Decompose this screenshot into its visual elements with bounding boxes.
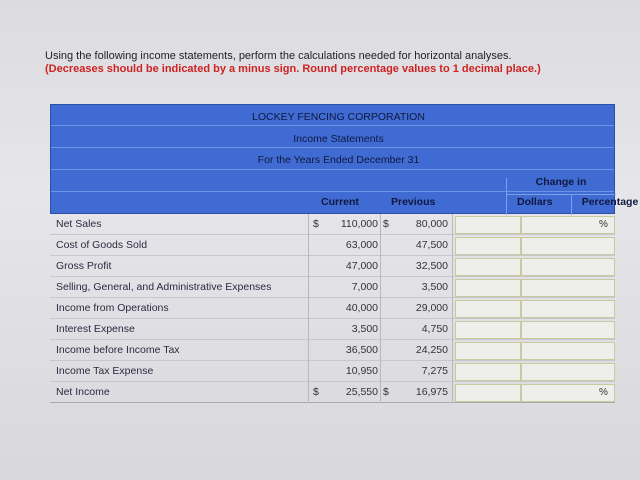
previous-value: 29,000 (415, 302, 448, 314)
current-value: 36,500 (345, 344, 378, 356)
statement-title: Income Statements (293, 133, 384, 145)
row-label: Net Income (56, 386, 110, 398)
dollars-change-input[interactable] (455, 279, 521, 297)
dollar-sign: $ (313, 386, 319, 398)
dollars-change-input[interactable] (455, 216, 521, 234)
row-label: Income Tax Expense (56, 365, 154, 377)
percentage-header: Percentage (581, 196, 639, 208)
percentage-change-input[interactable] (521, 300, 615, 318)
current-value: 10,950 (345, 365, 378, 377)
current-value: 47,000 (345, 260, 378, 272)
current-value: 3,500 (351, 323, 378, 335)
dollars-change-input[interactable] (455, 384, 521, 402)
instructions (45, 50, 615, 76)
current-value: 40,000 (345, 302, 378, 314)
previous-value: 24,250 (415, 344, 448, 356)
dollar-sign: $ (383, 218, 389, 230)
instructions-line-1: Using the following income statements, perform the calculations needed for horizontal analyses. (45, 50, 512, 62)
percentage-change-input[interactable] (521, 258, 615, 276)
instructions-line-2: (Decreases should be indicated by a minus sign. Round percentage values to 1 decimal place.) (45, 63, 541, 75)
percentage-change-input[interactable] (521, 342, 615, 360)
percentage-change-input[interactable] (521, 321, 615, 339)
current-value: 25,550 (345, 386, 378, 398)
percent-sign: % (599, 219, 608, 230)
previous-value: 7,275 (421, 365, 448, 377)
change-in-header: Change in (535, 176, 587, 188)
row-label: Net Sales (56, 218, 102, 230)
row-label: Selling, General, and Administrative Expenses (56, 281, 272, 293)
dollars-change-input[interactable] (455, 321, 521, 339)
previous-value: 4,750 (421, 323, 448, 335)
dollar-sign: $ (313, 218, 319, 230)
current-value: 7,000 (351, 281, 378, 293)
dollars-header: Dollars (517, 196, 553, 208)
dollars-change-input[interactable] (455, 300, 521, 318)
statement-header (50, 104, 639, 214)
row-label: Interest Expense (56, 323, 135, 335)
row-label: Gross Profit (56, 260, 112, 272)
current-value: 63,000 (345, 239, 378, 251)
dollar-sign: $ (383, 386, 389, 398)
percentage-change-input[interactable] (521, 279, 615, 297)
previous-value: 16,975 (415, 386, 448, 398)
dollars-change-input[interactable] (455, 237, 521, 255)
previous-header: Previous (391, 196, 436, 208)
statement-period: For the Years Ended December 31 (257, 154, 420, 166)
dollars-change-input[interactable] (455, 342, 521, 360)
dollars-change-input[interactable] (455, 363, 521, 381)
percent-sign: % (599, 387, 608, 398)
dollars-change-input[interactable] (455, 258, 521, 276)
previous-value: 32,500 (415, 260, 448, 272)
current-header: Current (321, 196, 359, 208)
previous-value: 80,000 (415, 218, 448, 230)
previous-value: 47,500 (415, 239, 448, 251)
percentage-change-input[interactable] (521, 363, 615, 381)
company-name: LOCKEY FENCING CORPORATION (252, 111, 425, 123)
previous-value: 3,500 (421, 281, 448, 293)
row-label: Cost of Goods Sold (56, 239, 148, 251)
row-label: Income before Income Tax (56, 344, 180, 356)
row-label: Income from Operations (56, 302, 169, 314)
percentage-change-input[interactable] (521, 237, 615, 255)
current-value: 110,000 (340, 218, 378, 230)
